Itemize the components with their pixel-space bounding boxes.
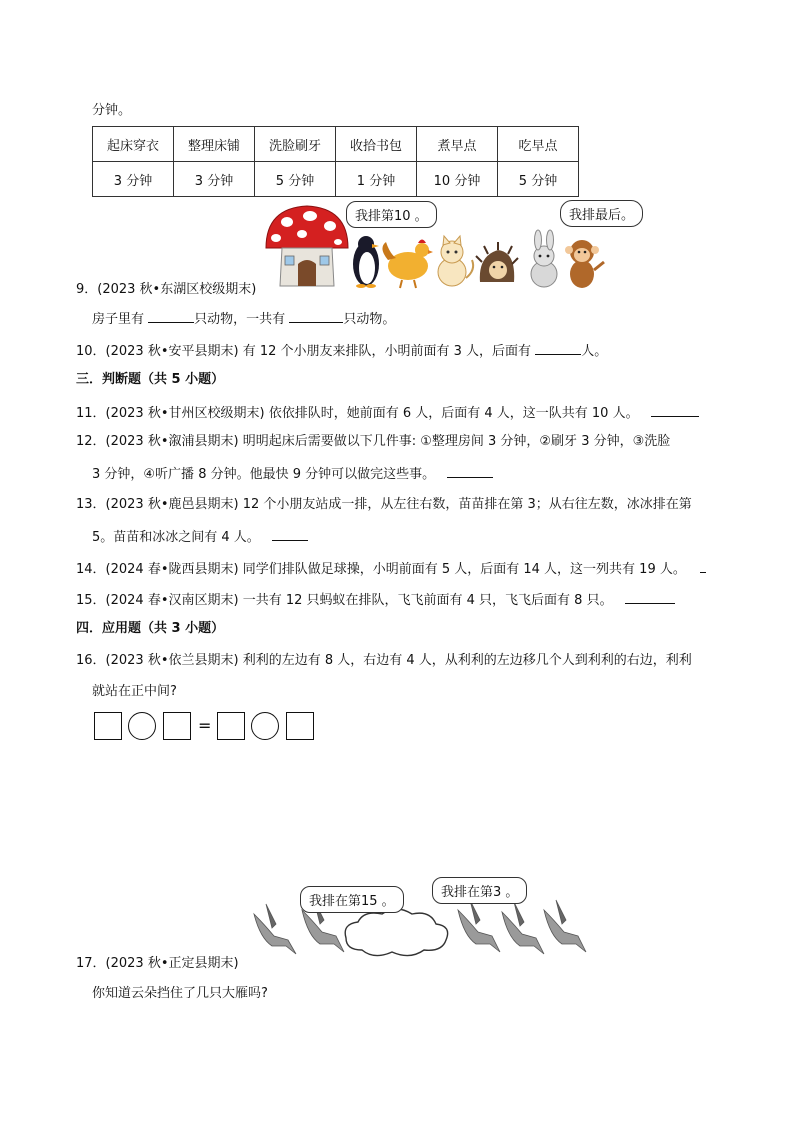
operator-circle[interactable] [251, 712, 279, 740]
speech-bubble-last: 我排最后。 [560, 200, 643, 227]
q11-text: 11．(2023 秋•甘州区校级期末) 依依排队时，她前面有 6 人，后面有 4 人，这一队共有 10 人。 [76, 406, 639, 421]
number-box[interactable] [286, 712, 314, 740]
geese-cloud-illustration [246, 880, 596, 966]
mushroom-house-icon [266, 206, 348, 286]
q10-question [76, 342, 607, 360]
q16-line2: 就站在正中间? [92, 684, 177, 699]
time-cell: 5 分钟 [498, 162, 579, 197]
q16-line1: 16．(2023 秋•依兰县期末) 利利的左边有 8 人，右边有 4 人，从利利的左边移几个人到利利的右边，利利 [76, 653, 692, 668]
section-heading: 四．应用题（共 3 小题） [76, 621, 225, 636]
number-box[interactable] [163, 712, 191, 740]
q9-source: 9．(2023 秋•东湖区校级期末) [76, 282, 257, 297]
q9-text-a: 房子里有 [92, 312, 145, 327]
answer-blank[interactable] [625, 591, 675, 604]
hedgehog-icon [476, 242, 518, 282]
rabbit-icon [531, 230, 557, 287]
time-cell: 1 分钟 [336, 162, 417, 197]
answer-blank[interactable] [272, 528, 308, 541]
q15-text: 15．(2024 春•汉南区期末) 一共有 12 只蚂蚁在排队，飞飞前面有 4 只，飞飞后面有 8 只。 [76, 593, 613, 608]
goose-icon [544, 900, 586, 952]
number-box[interactable] [217, 712, 245, 740]
operator-circle[interactable] [128, 712, 156, 740]
schedule-table [92, 126, 579, 197]
q13-line1: 13．(2023 秋•鹿邑县期末) 12 个小朋友站成一排，从左往右数，苗苗排在第 3；从右往左数，冰冰排在第 [76, 497, 692, 512]
section-heading: 三．判断题（共 5 小题） [76, 372, 225, 387]
q14-text: 14．(2024 春•陇西县期末) 同学们排队做足球操，小明前面有 5 人，后面有 14 人，这一列共有 19 人。 [76, 562, 686, 577]
time-cell: 3 分钟 [174, 162, 255, 197]
speech-bubble-tenth: 我排第10 。 [346, 201, 437, 228]
task-row [93, 127, 579, 162]
q13-text: 5。苗苗和冰冰之间有 4 人。 [92, 530, 260, 545]
cloud-icon [345, 909, 447, 956]
q9-text-b: 只动物，一共有 [194, 312, 286, 327]
equals-sign: = [198, 716, 212, 735]
task-cell: 洗脸刷牙 [255, 127, 336, 162]
task-cell: 起床穿衣 [93, 127, 174, 162]
q17-question: 你知道云朵挡住了几只大雁吗? [92, 986, 268, 1001]
task-cell: 收拾书包 [336, 127, 417, 162]
time-row [93, 162, 579, 197]
answer-blank[interactable] [651, 404, 699, 417]
goose-icon [458, 900, 500, 952]
speech-bubble-fifteenth: 我排在第15 。 [300, 886, 404, 913]
q10-text-b: 人。 [581, 344, 608, 359]
time-cell: 5 分钟 [255, 162, 336, 197]
number-box[interactable] [94, 712, 122, 740]
rooster-icon [382, 240, 433, 289]
q14-question [76, 560, 706, 578]
q12-text: 3 分钟，④听广播 8 分钟。他最快 9 分钟可以做完这些事。 [92, 467, 436, 482]
q10-text-a: 10．(2023 秋•安平县期末) 有 12 个小朋友来排队，小明前面有 3 人，后面有 [76, 344, 532, 359]
time-cell: 3 分钟 [93, 162, 174, 197]
q12-line2 [92, 465, 493, 483]
task-cell: 煮早点 [417, 127, 498, 162]
q15-question [76, 591, 675, 609]
task-cell: 吃早点 [498, 127, 579, 162]
speech-bubble-third: 我排在第3 。 [432, 877, 527, 904]
q11-question [76, 404, 699, 422]
q13-line2 [92, 528, 308, 546]
answer-blank[interactable] [148, 310, 194, 323]
task-cell: 整理床铺 [174, 127, 255, 162]
answer-blank[interactable] [289, 310, 343, 323]
time-cell: 10 分钟 [417, 162, 498, 197]
q9-text-c: 只动物。 [343, 312, 396, 327]
answer-blank[interactable] [700, 560, 706, 573]
q12-line1: 12．(2023 秋•溆浦县期末) 明明起床后需要做以下几件事: ①整理房间 3 分钟，②刷牙 3 分钟，③洗脸 [76, 434, 671, 449]
goose-icon [254, 904, 296, 954]
continued-text: 分钟。 [92, 103, 132, 118]
monkey-icon [565, 240, 604, 288]
q17-source: 17．(2023 秋•正定县期末) [76, 956, 239, 971]
answer-blank[interactable] [447, 465, 493, 478]
answer-blank[interactable] [535, 342, 581, 355]
cat-icon [438, 236, 473, 286]
goose-icon [502, 902, 544, 954]
q9-question [92, 310, 395, 328]
penguin-icon [353, 236, 379, 288]
